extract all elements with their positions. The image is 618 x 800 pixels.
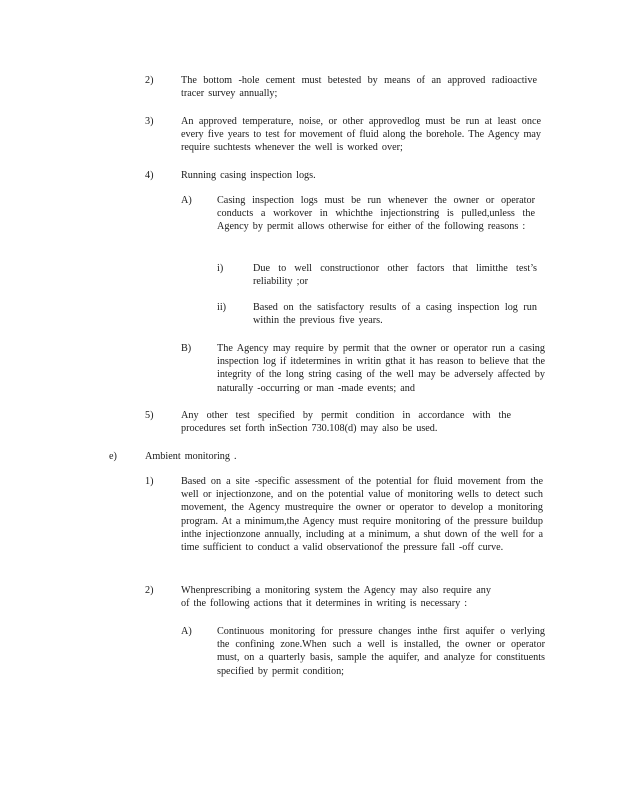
section-label: i) (217, 263, 224, 274)
section-text: Based on the satisfactory results of a casing inspection log run within the previous five years. (253, 302, 537, 327)
section-label: 1) (145, 476, 154, 487)
section-text: Any other test specified by permit condition in accordance with the procedures set forth inSection 730.108(d) may also be used. (181, 410, 511, 435)
section-label: B) (181, 343, 192, 354)
section-label: 4) (145, 170, 154, 181)
section-text: Due to well constructionor other factors that limitthe test’s reliability ;or (253, 263, 537, 288)
section-text: Continuous monitoring for pressure changes inthe first aquifer o verlying the confining zone.When such a well is installed, the owner or operator must, on a quarterly basis, sample the aquifer, and analyze for constituents specified by permit condition; (217, 626, 545, 677)
section-label: e) (109, 451, 117, 462)
section-label: 3) (145, 116, 154, 127)
section-text: Casing inspection logs must be run whenever the owner or operator conducts a workover in whichthe injectionstring is pulled,unless the Agency by permit allows otherwise for either of the following reasons : (217, 195, 535, 233)
section-label: A) (181, 195, 192, 206)
section-label: A) (181, 626, 192, 637)
section-text: Running casing inspection logs. (181, 170, 316, 181)
section-label: 2) (145, 585, 154, 596)
section-text: Based on a site -specific assessment of the potential for fluid movement from the well or injectionzone, and on the potential value of monitoring wells to detect such movement, the Agency mustrequire the owner or operator to develop a monitoring program. At a minimum,the Agency must require monitoring of the pressure buildup inthe injectionzone annually, including at a minimum, a shut down of the well for a time sufficient to conduct a valid observationof the pressure fall -off curve. (181, 476, 543, 554)
section-text: Whenprescribing a monitoring system the Agency may also require any of the following actions that it determines in writing is necessary : (181, 585, 491, 610)
section-text: An approved temperature, noise, or other approvedlog must be run at least once every five years to test for movement of fluid along the borehole. The Agency may require suchtests whenever the well is worked over; (181, 116, 541, 154)
section-label: 5) (145, 410, 154, 421)
section-text: Ambient monitoring . (145, 451, 237, 462)
section-label: 2) (145, 75, 154, 86)
section-label: ii) (217, 302, 227, 313)
section-text: The bottom -hole cement must betested by means of an approved radioactive tracer survey annually; (181, 75, 537, 100)
section-text: The Agency may require by permit that the owner or operator run a casing inspection log if itdetermines in writin gthat it has reason to believe that the integrity of the long string casing of the well may be adversely affected by naturally -occurring or man -made events; and (217, 343, 545, 394)
